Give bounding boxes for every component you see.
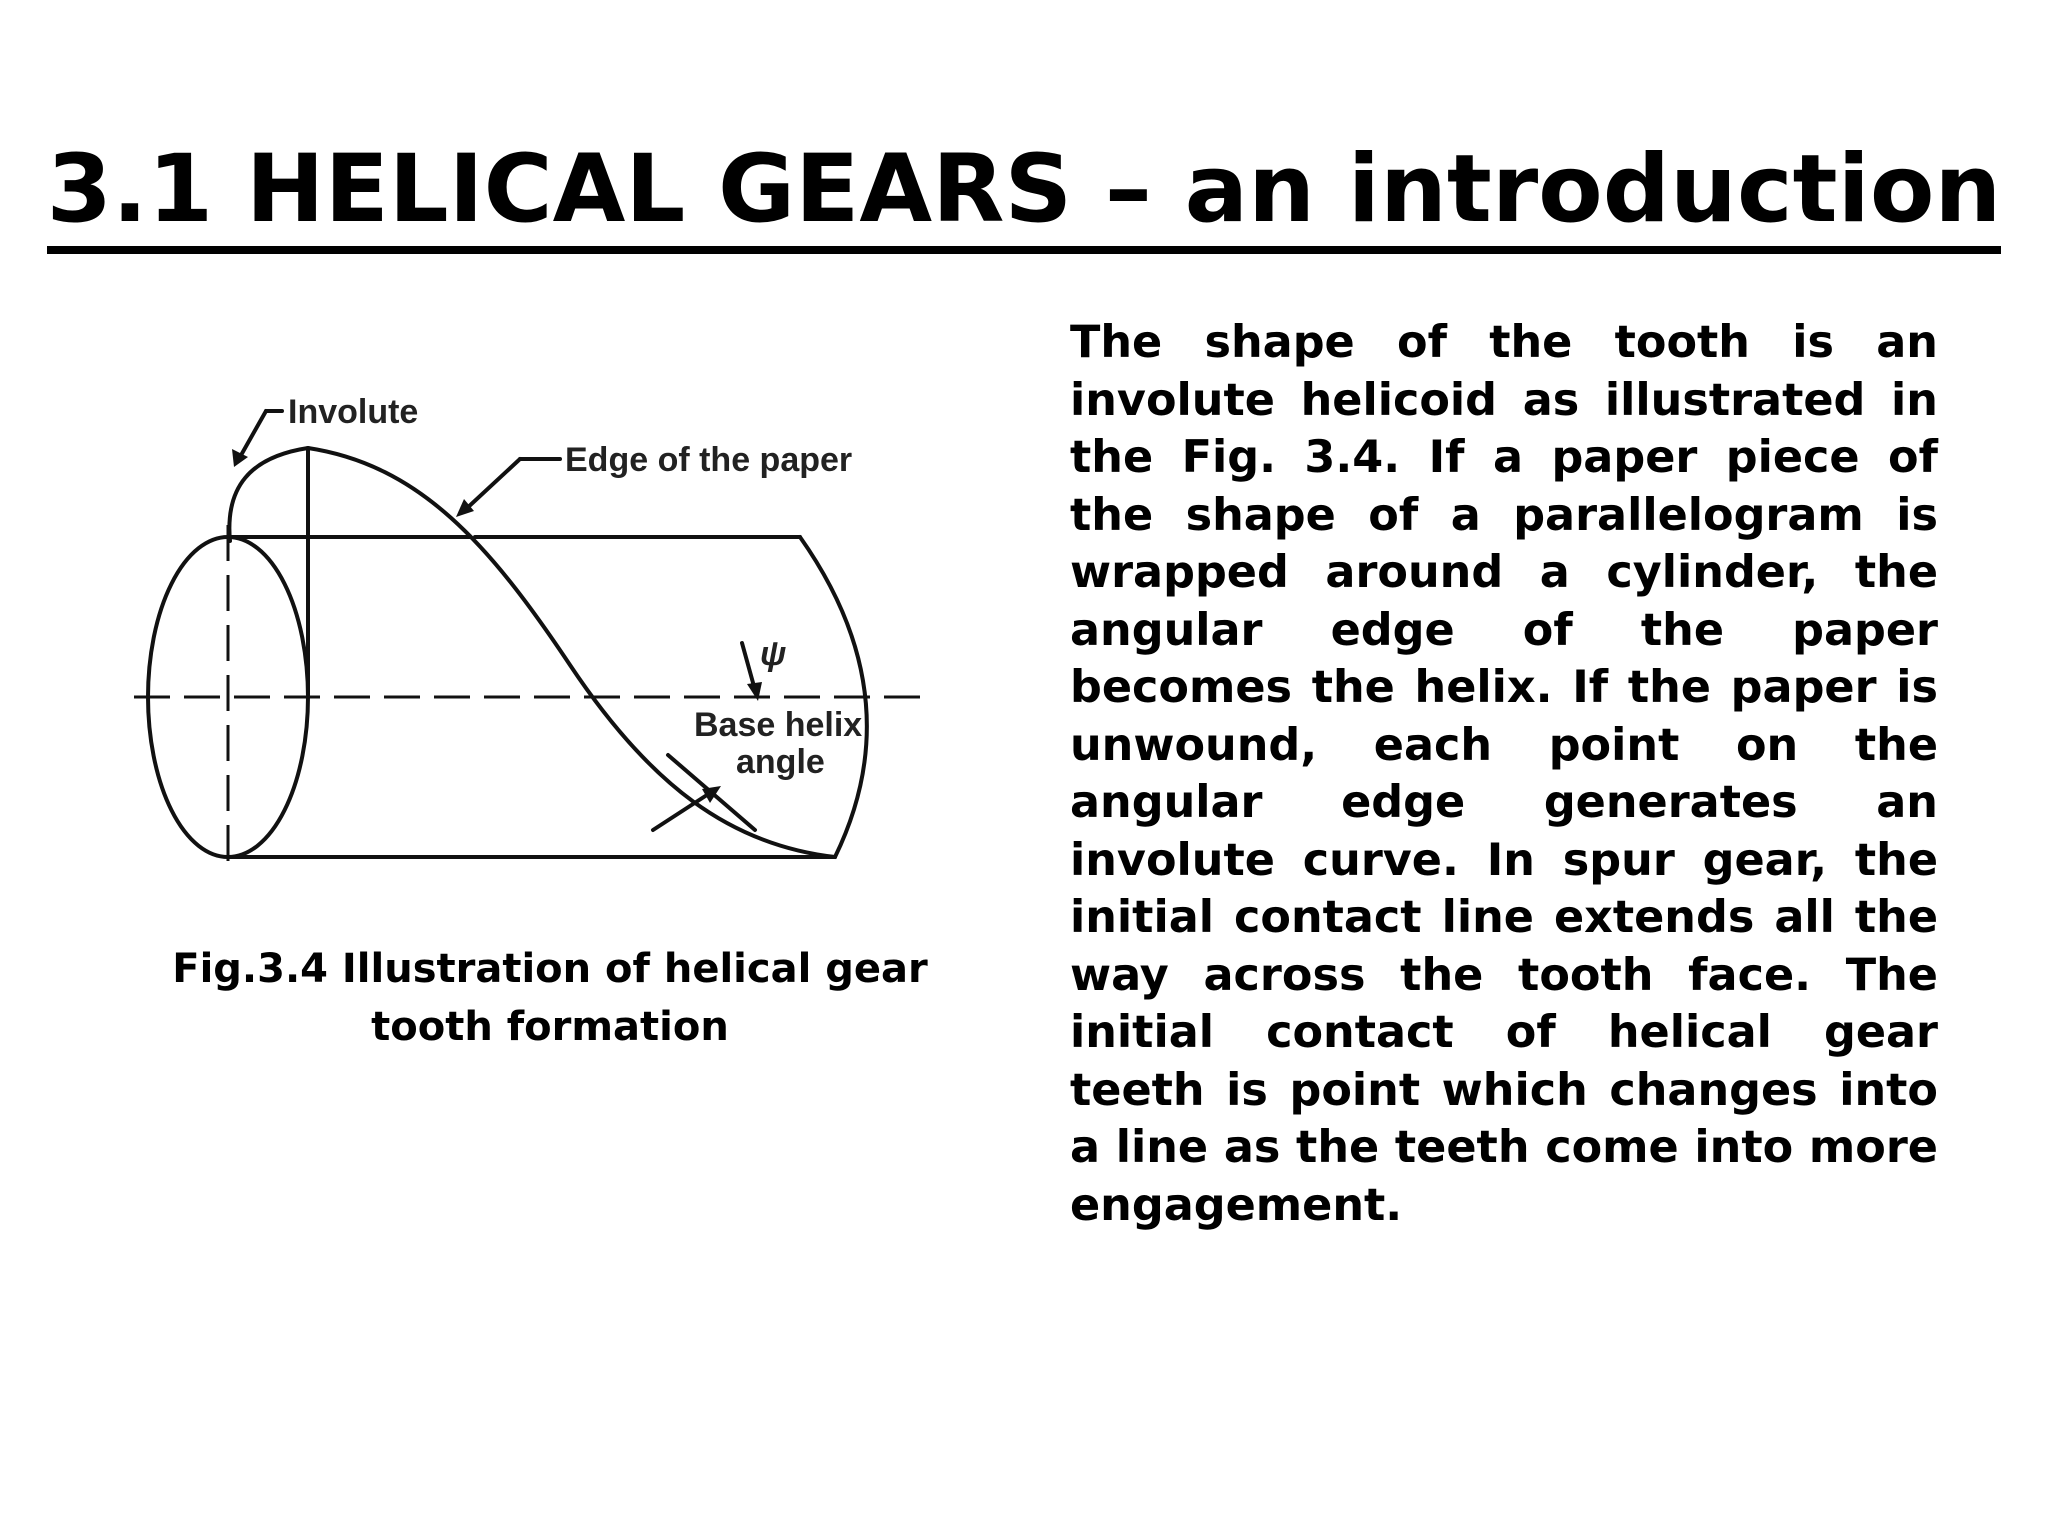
base-helix-label-line2: angle (736, 743, 825, 781)
involute-leader-diag (240, 411, 266, 457)
figure-caption-line2: tooth formation (371, 1004, 729, 1050)
involute-arrowhead (232, 449, 248, 467)
paper-edge-helix (308, 448, 835, 857)
angle-arrow-line (653, 793, 710, 830)
psi-arrow-line (742, 643, 755, 690)
figure-caption-line1: Fig.3.4 Illustration of helical gear (172, 946, 928, 992)
base-helix-label-line1: Base helix (694, 706, 863, 744)
slide-title-text: 3.1 HELICAL GEARS – an introduction (47, 135, 2002, 254)
body-paragraph: The shape of the tooth is an involute helicoid as illustrated in the Fig. 3.4. If a paper piece of the shape of a parallelogram is wrapped around a cylinder, the angular edge of the paper becomes the helix. If the paper is unwound, each point on the angular edge generates an involute curve. In spur gear, the initial contact line extends all the way across the tooth face. The initial contact of helical gear teeth is point which changes into a line as the teeth come into more engagement. (1070, 317, 1938, 1231)
figure-caption (170, 940, 930, 1056)
edge-leader-diag (465, 459, 520, 510)
slide-title (0, 130, 2048, 250)
helical-gear-diagram (130, 375, 930, 875)
involute-label: Involute (288, 393, 419, 431)
involute-curve (229, 448, 308, 541)
edge-of-paper-label: Edge of the paper (565, 441, 853, 479)
psi-label: ψ (760, 635, 787, 673)
helical-gear-figure (130, 375, 930, 875)
